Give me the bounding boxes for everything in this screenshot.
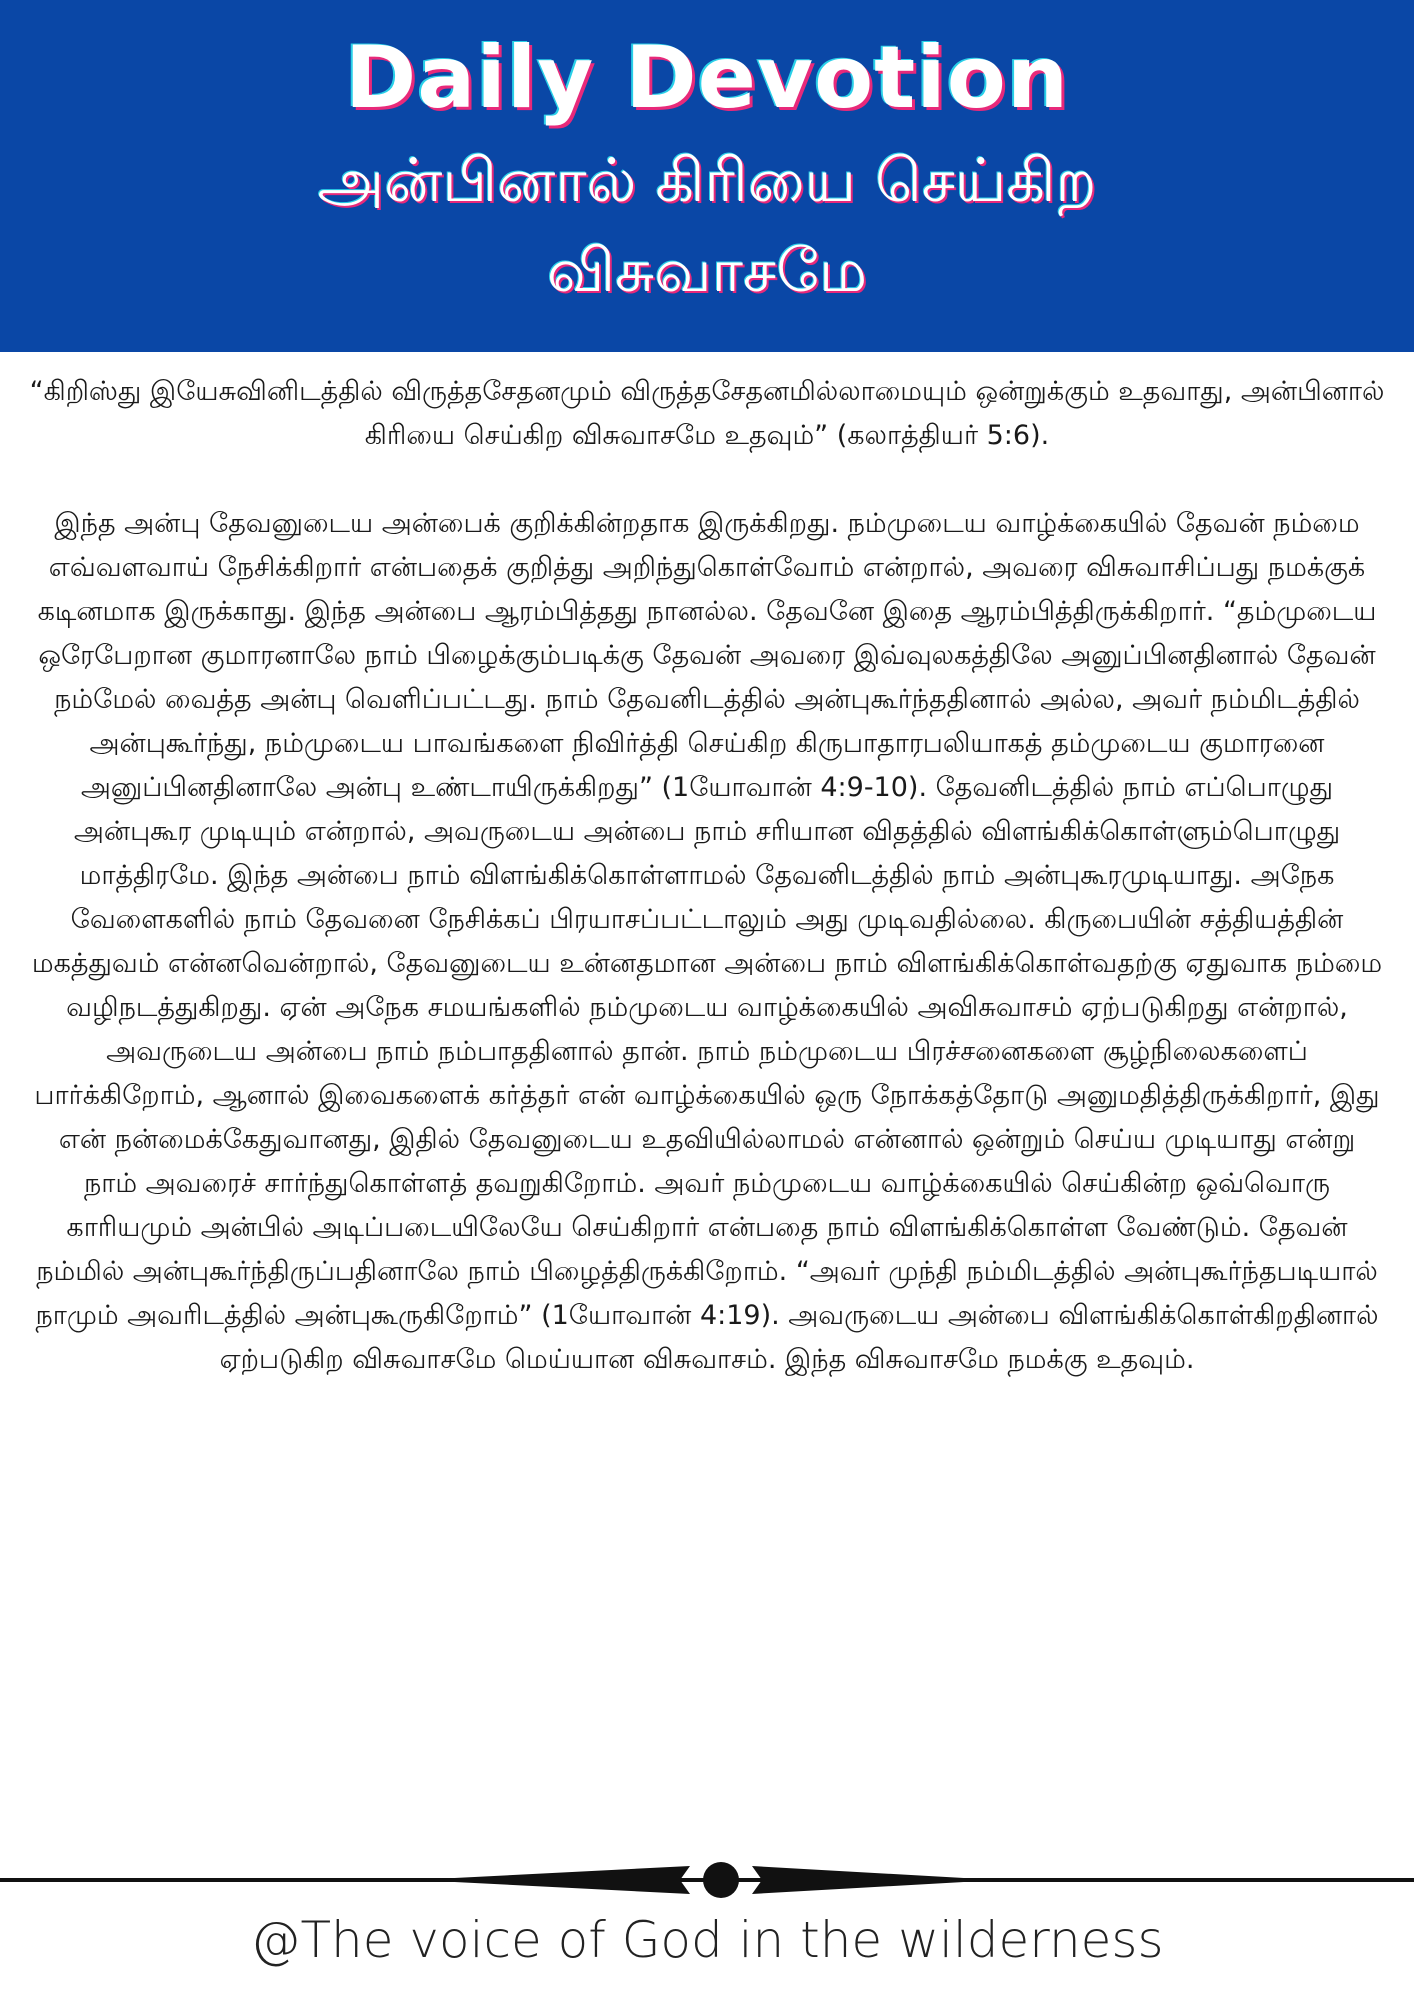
ornament-left-wing bbox=[415, 1866, 690, 1894]
ornament-center-dot bbox=[703, 1862, 739, 1898]
ornament-right-wing bbox=[752, 1866, 999, 1894]
footer-credit: @The voice of God in the wilderness bbox=[250, 1911, 1164, 1969]
devotion-body bbox=[28, 370, 1386, 1382]
page-subtitle: அன்பினால் கிரியை செய்கிற விசுவாசமே bbox=[317, 146, 1097, 306]
scripture-verse: “கிறிஸ்து இயேசுவினிடத்தில் விருத்தசேதனமும் விருத்தசேதனமில்லாமையும் ஒன்றுக்கும் உதவாது, அன்பினால் கிரியை செய்கிற விசுவாசமே உதவும்” (கலாத்தியர் 5:6). bbox=[29, 376, 1385, 451]
devotion-paragraph: இந்த அன்பு தேவனுடைய அன்பைக் குறிக்கின்றதாக இருக்கிறது. நம்முடைய வாழ்க்கையில் தேவன் நம்மை எவ்வளவாய் நேசிக்கிறார் என்பதைக் குறித்து அறிந்துகொள்வோம் என்றால், அவரை விசுவாசிப்பது நமக்குக் கடினமாக இருக்காது. இந்த அன்பை ஆரம்பித்தது நானல்ல. தேவனே இதை ஆரம்பித்திருக்கிறார். “தம்முடைய ஒரேபேறான குமாரனாலே நாம் பிழைக்கும்படிக்கு தேவன் அவரை இவ்வுலகத்திலே அனுப்பினதினால் தேவன் நம்மேல் வைத்த அன்பு வெளிப்பட்டது. நாம் தேவனிடத்தில் அன்புகூர்ந்ததினால் அல்ல, அவர் நம்மிடத்தில் அன்புகூர்ந்து, நம்முடைய பாவங்களை நிவிர்த்தி செய்கிற கிருபாதாரபலியாகத் தம்முடைய குமாரனை அனுப்பினதினாலே அன்பு உண்டாயிருக்கிறது” (1யோவான் 4:9-10). தேவனிடத்தில் நாம் எப்பொழுது அன்புகூர முடியும் என்றால், அவருடைய அன்பை நாம் சரியான விதத்தில் விளங்கிக்கொள்ளும்பொழுது மாத்திரமே. இந்த அன்பை நாம் விளங்கிக்கொள்ளாமல் தேவனிடத்தில் நாம் அன்புகூரமுடியாது. அநேக வேளைகளில் நாம் தேவனை நேசிக்கப் பிரயாசப்பட்டாலும் அது முடிவதில்லை. கிருபையின் சத்தியத்தின் மகத்துவம் என்னவென்றால், தேவனுடைய உன்னதமான அன்பை நாம் விளங்கிக்கொள்வதற்கு ஏதுவாக நம்மை வழிநடத்துகிறது. ஏன் அநேக சமயங்களில் நம்முடைய வாழ்க்கையில் அவிசுவாசம் ஏற்படுகிறது என்றால், அவருடைய அன்பை நாம் நம்பாததினால் தான். நாம் நம்முடைய பிரச்சனைகளை சூழ்நிலைகளைப் பார்க்கிறோம், ஆனால் இவைகளைக் கர்த்தர் என் வாழ்க்கையில் ஒரு நோக்கத்தோடு அனுமதித்திருக்கிறார், இது என் நன்மைக்கேதுவானது, இதில் தேவனுடைய உதவியில்லாமல் என்னால் ஒன்றும் செய்ய முடியாது என்று நாம் அவரைச் சார்ந்துகொள்ளத் தவறுகிறோம். அவர் நம்முடைய வாழ்க்கையில் செய்கின்ற ஒவ்வொரு காரியமும் அன்பில் அடிப்படையிலேயே செய்கிறார் என்பதை நாம் விளங்கிக்கொள்ள வேண்டும். தேவன் நம்மில் அன்புகூர்ந்திருப்பதினாலே நாம் பிழைத்திருக்கிறோம். “அவர் முந்தி நம்மிடத்தில் அன்புகூர்ந்தபடியால் நாமும் அவரிடத்தில் அன்புகூருகிறோம்” (1யோவான் 4:19). அவருடைய அன்பை விளங்கிக்கொள்கிறதினால் ஏற்படுகிற விசுவாசமே மெய்யான விசுவாசம். இந்த விசுவாசமே நமக்கு உதவும். bbox=[31, 508, 1383, 1375]
page-title: Daily Devotion bbox=[344, 28, 1070, 128]
header-banner bbox=[0, 0, 1414, 352]
